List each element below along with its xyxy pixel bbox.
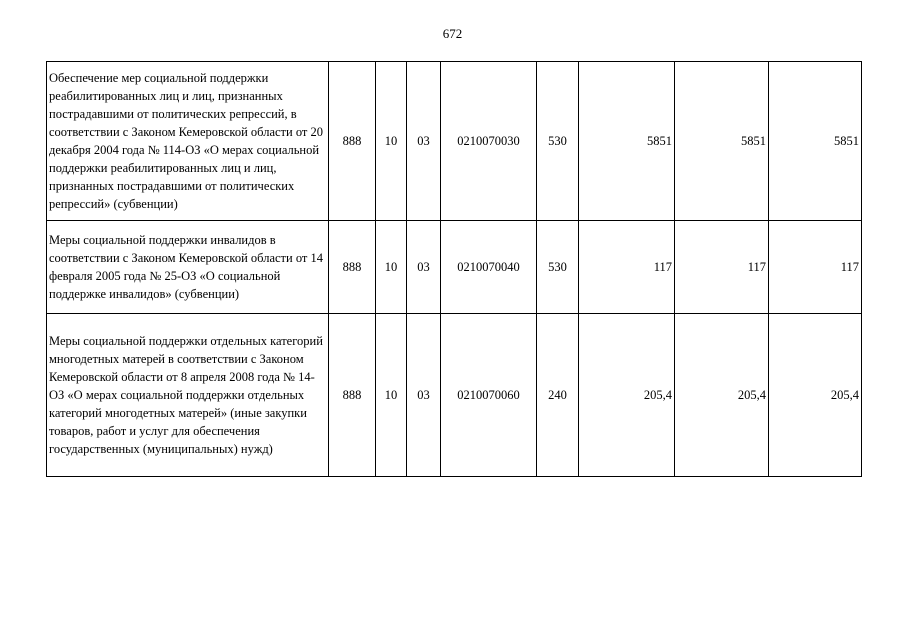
subsection-code: 03 [407,221,441,314]
amount-year-1: 205,4 [579,314,675,477]
target-article-code: 0210070030 [441,62,537,221]
expense-type-code: 530 [537,62,579,221]
budget-table [46,61,862,477]
row-description: Меры социальной поддержки отдельных категорий многодетных матерей в соответствии с Законом Кемеровской области от 8 апреля 2008 года № 14-ОЗ «О мерах социальной поддержки отдельных категорий многодетных матерей» (иные закупки товаров, работ и услуг для обеспечения государственных (муниципальных) нужд) [47,314,329,477]
amount-year-2: 5851 [675,62,769,221]
section-code: 10 [376,314,407,477]
section-code: 10 [376,221,407,314]
amount-year-2: 205,4 [675,314,769,477]
table-row [47,314,862,477]
expense-type-code: 240 [537,314,579,477]
row-description: Обеспечение мер социальной поддержки реабилитированных лиц и лиц, признанных пострадавшими от политических репрессий, в соответствии с Законом Кемеровской области от 20 декабря 2004 года № 114-ОЗ «О мерах социальной поддержки реабилитированных лиц и лиц, признанных пострадавшими от политических репрессий» (субвенции) [47,62,329,221]
amount-year-1: 5851 [579,62,675,221]
table-row [47,221,862,314]
amount-year-2: 117 [675,221,769,314]
page-number: 672 [442,26,463,41]
ministry-code: 888 [329,62,376,221]
section-code: 10 [376,62,407,221]
table-row [47,62,862,221]
target-article-code: 0210070040 [441,221,537,314]
row-description: Меры социальной поддержки инвалидов в соответствии с Законом Кемеровской области от 14 февраля 2005 года № 25-ОЗ «О социальной поддержке инвалидов» (субвенции) [47,221,329,314]
amount-year-3: 205,4 [769,314,862,477]
subsection-code: 03 [407,62,441,221]
expense-type-code: 530 [537,221,579,314]
amount-year-3: 5851 [769,62,862,221]
ministry-code: 888 [329,221,376,314]
subsection-code: 03 [407,314,441,477]
amount-year-1: 117 [579,221,675,314]
target-article-code: 0210070060 [441,314,537,477]
ministry-code: 888 [329,314,376,477]
amount-year-3: 117 [769,221,862,314]
